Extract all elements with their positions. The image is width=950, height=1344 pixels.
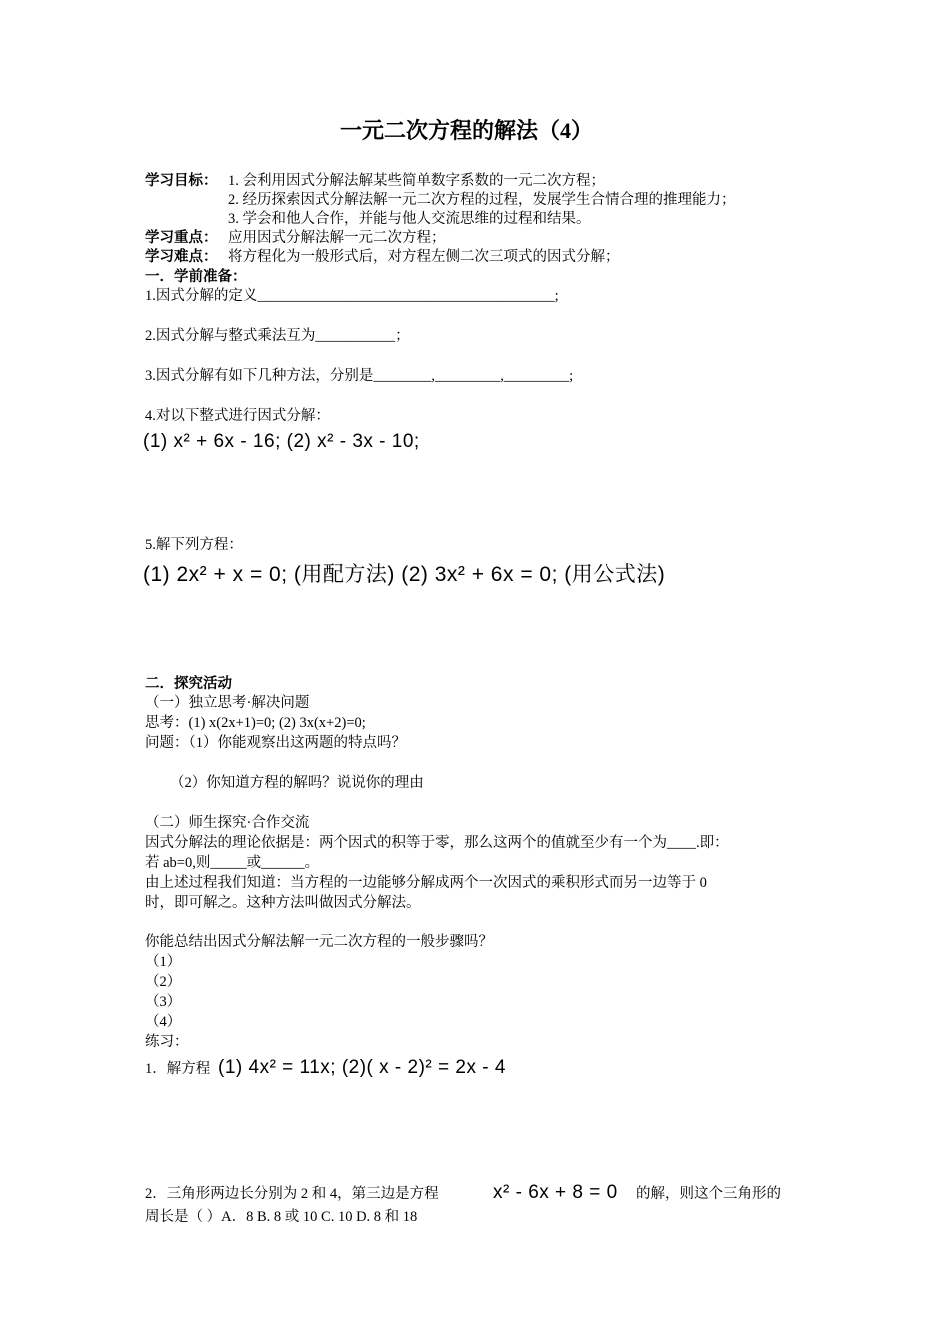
question-5: 5.解下列方程： [145, 537, 243, 553]
question-1: 1.因式分解的定义_________________________________________; [145, 288, 559, 304]
page-title: 一元二次方程的解法（4） [340, 118, 594, 143]
difficulty-label: 学习难点： [145, 249, 218, 265]
exercise-2-math: x² - 6x + 8 = 0 [493, 1182, 618, 1203]
step-item: （1） [145, 954, 182, 970]
question-5-math: (1) 2x² + x = 0; (用配方法) (2) 3x² + 6x = 0; (用公式法) [143, 563, 666, 586]
section2-heading: 二．探究活动 [145, 676, 232, 692]
question-4-math: (1) x² + 6x - 16; (2) x² - 3x - 10; [143, 431, 420, 452]
theory-line: 因式分解法的理论依据是：两个因式的积等于零，那么这两个的值就至少有一个为____.即： [145, 835, 729, 851]
exercise-1-prefix: 1．解方程 [145, 1061, 211, 1077]
key-point-text: 应用因式分解法解一元二次方程； [228, 230, 446, 246]
goals-label: 学习目标： [145, 173, 218, 189]
think-line: 思考：(1) x(2x+1)=0; (2) 3x(x+2)=0; [145, 715, 366, 731]
question-line: 问题：（1）你能观察出这两题的特点吗？ [145, 735, 406, 751]
step-item: （2） [145, 974, 182, 990]
process-line: 由上述过程我们知道：当方程的一边能够分解成两个一次因式的乘积形式而另一边等于 0 [145, 875, 707, 891]
question-2: 2.因式分解与整式乘法互为___________； [145, 328, 410, 344]
exercise-2-options: 周长是（ ）A．8 B. 8 或 10 C. 10 D. 8 和 18 [145, 1209, 418, 1225]
question-3: 3.因式分解有如下几种方法，分别是________,_________,_________; [145, 368, 574, 384]
exercise-1-math: (1) 4x² = 11x; (2)( x - 2)² = 2x - 4 [218, 1057, 506, 1078]
exercise-2-suffix: 的解，则这个三角形的 [636, 1186, 781, 1202]
steps-question: 你能总结出因式分解法解一元二次方程的一般步骤吗？ [145, 934, 493, 950]
question-4: 4.对以下整式进行因式分解： [145, 408, 330, 424]
goal-item: 2. 经历探索因式分解法解一元二次方程的过程，发展学生合情合理的推理能力； [228, 192, 736, 208]
part2-title: （二）师生探究·合作交流 [145, 815, 310, 831]
part1-title: （一）独立思考·解决问题 [145, 695, 310, 711]
difficulty-text: 将方程化为一般形式后，对方程左侧二次三项式的因式分解； [228, 249, 620, 265]
goal-item: 3. 学会和他人合作，并能与他人交流思维的过程和结果。 [228, 211, 591, 227]
question-line: （2）你知道方程的解吗？说说你的理由 [170, 775, 424, 791]
process-line: 时，即可解之。这种方法叫做因式分解法。 [145, 895, 421, 911]
section1-heading: 一．学前准备： [145, 269, 247, 285]
key-point-label: 学习重点： [145, 230, 218, 246]
step-item: （3） [145, 994, 182, 1010]
goal-item: 1. 会利用因式分解法解某些简单数字系数的一元二次方程； [228, 173, 605, 189]
theory-line: 若 ab=0,则_____或______。 [145, 855, 320, 871]
exercise-2-prefix: 2．三角形两边长分别为 2 和 4，第三边是方程 [145, 1186, 439, 1202]
step-item: （4） [145, 1014, 182, 1030]
practice-label: 练习： [145, 1034, 189, 1050]
